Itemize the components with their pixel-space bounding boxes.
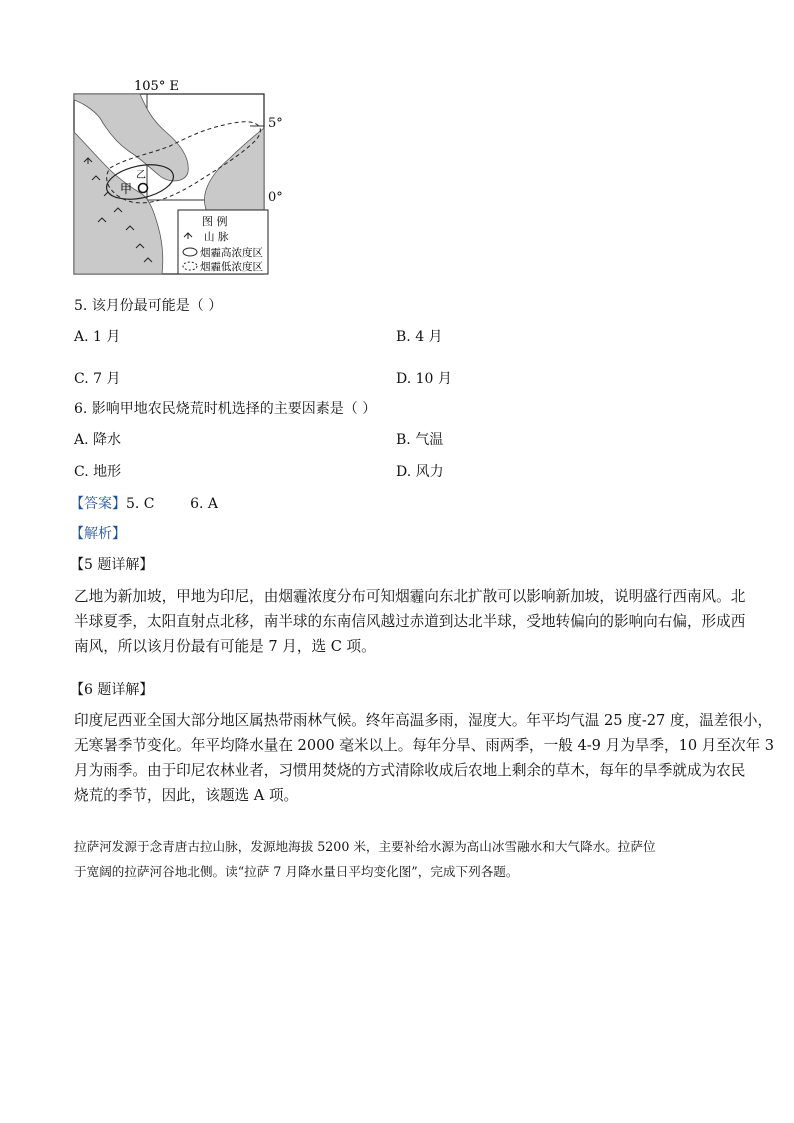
q5-option-a: A. 1 月 <box>74 329 121 345</box>
q6-option-d: D. 风力 <box>396 464 444 480</box>
detail-6-line-4: 烧荒的季节，因此，该题选 A 项。 <box>74 787 299 804</box>
detail-5-line-1: 乙地为新加坡，甲地为印尼，由烟霾浓度分布可知烟霾向东北扩散可以影响新加坡，说明盛行西南风。北 <box>74 588 746 605</box>
answer-tag: 【答案】 <box>70 496 126 512</box>
place-jia-label: 甲 <box>120 182 133 196</box>
detail-5-paragraph <box>74 584 746 659</box>
legend-mountain-label: 山 脉 <box>204 231 229 243</box>
q6-option-a: A. 降水 <box>74 432 122 448</box>
detail-6-line-1: 印度尼西亚全国大部分地区属热带雨林气候。终年高温多雨，湿度大。年平均气温 25 度-27 度，温差很小， <box>74 712 773 729</box>
detail-6-tag: 【6 题详解】 <box>70 682 154 698</box>
haze-map-figure <box>70 72 300 278</box>
detail-5-line-2: 半球夏季，太阳直射点北移，南半球的东南信风越过赤道到达北半球，受地转偏向的影响向右偏，形成西 <box>74 613 746 630</box>
answer-row <box>70 494 218 514</box>
next-intro-line-1: 拉萨河发源于念青唐古拉山脉，发源地海拔 5200 米，主要补给水源为高山冰雪融水和大气降水。拉萨位 <box>74 839 656 854</box>
detail-6-line-3: 月为雨季。由于印尼农林业者，习惯用焚烧的方式清除收成后农地上剩余的草木，每年的旱季就成为农民 <box>74 762 746 779</box>
q6-option-b: B. 气温 <box>396 432 444 448</box>
legend-title: 图 例 <box>202 215 228 228</box>
detail-5-line-3: 南风，所以该月份最有可能是 7 月，选 C 项。 <box>74 638 376 655</box>
next-question-intro <box>74 834 656 884</box>
question-6-stem: 6. 影响甲地农民烧荒时机选择的主要因素是（ ） <box>74 401 377 417</box>
answer-text: 5. C 6. A <box>126 496 219 512</box>
q6-option-c: C. 地形 <box>74 464 122 480</box>
question-5-stem: 5. 该月份最可能是（ ） <box>74 298 223 314</box>
q5-option-d: D. 10 月 <box>396 371 452 387</box>
detail-6-paragraph <box>74 708 775 808</box>
detail-5-tag: 【5 题详解】 <box>70 557 154 573</box>
q5-option-b: B. 4 月 <box>396 329 443 345</box>
q5-option-c: C. 7 月 <box>74 371 121 387</box>
next-intro-line-2: 于宽阔的拉萨河谷地北侧。读“拉萨 7 月降水量日平均变化图”，完成下列各题。 <box>74 864 519 879</box>
place-jia-marker <box>139 184 148 193</box>
longitude-label: 105° E <box>134 79 179 94</box>
haze-map <box>70 72 300 278</box>
place-yi-label: 乙 <box>136 170 146 181</box>
legend-high-label: 烟霾高浓度区 <box>200 247 263 259</box>
analysis-tag: 【解析】 <box>70 526 126 542</box>
detail-6-line-2: 无寒暑季节变化。年平均降水量在 2000 毫米以上。每年分旱、雨两季，一般 4-9 月为旱季，10 月至次年 3 <box>74 737 775 754</box>
lat-0-label: 0° <box>268 190 283 205</box>
lat-5n-label: 5° <box>268 116 283 131</box>
legend-low-label: 烟霾低浓度区 <box>200 261 263 273</box>
